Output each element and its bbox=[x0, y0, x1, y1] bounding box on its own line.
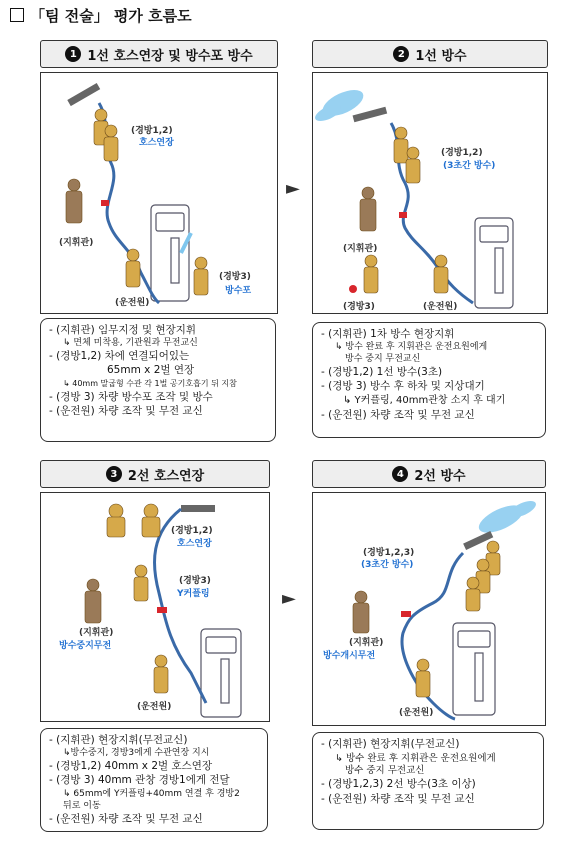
note-line: - (지휘관) 1차 방수 현장지휘 bbox=[321, 328, 455, 340]
label-spray-3sec: (3초간 방수) bbox=[361, 560, 414, 570]
label-squad123: (경방1,2,3) bbox=[363, 548, 415, 558]
note-line: - (경방 3) 방수 후 하차 및 지상대기 bbox=[321, 380, 485, 393]
y-coupling-icon bbox=[349, 285, 357, 293]
checkbox-square-icon bbox=[10, 8, 24, 22]
label-stop-spray-radio: 방수중지무전 bbox=[59, 641, 112, 651]
note-line: - (경방1,2,3) 2선 방수(3초 이상) bbox=[321, 777, 476, 790]
nozzle-icon bbox=[67, 83, 100, 106]
note-sub-line: ↳ 40mm 말굽형 수관 각 1벌 공기호흡기 뒤 지참 bbox=[63, 378, 237, 388]
y-coupling-icon bbox=[157, 607, 167, 613]
panel-3-illustration bbox=[41, 493, 269, 721]
note-line: - (경방 3) 40mm 관창 경방1에게 전달 bbox=[49, 774, 230, 787]
fire-truck-icon bbox=[201, 629, 241, 717]
step-number-badge: 4 bbox=[392, 466, 408, 482]
label-squad12: (경방1,2) bbox=[441, 148, 483, 158]
note-line: - (경방1,2) 1선 방수(3초) bbox=[321, 366, 443, 379]
fire-truck-icon bbox=[475, 218, 513, 308]
panel-4-notes bbox=[312, 732, 544, 830]
label-driver: (운전원) bbox=[399, 708, 434, 718]
coupling-icon bbox=[399, 212, 407, 218]
label-start-spray-radio: 방수개시무전 bbox=[323, 651, 376, 661]
note-line: - (지휘관) 현장지휘(무전교신) bbox=[49, 734, 188, 746]
y-coupling-icon bbox=[401, 611, 411, 617]
nozzle-icon bbox=[353, 107, 388, 123]
firefighter-icon bbox=[85, 504, 168, 693]
panel-2-title: 1선 방수 bbox=[415, 48, 467, 64]
coupling-icon bbox=[101, 200, 109, 206]
note-line-cont: 방수 중지 무전교신 bbox=[345, 764, 425, 776]
label-y-coupling: Y커플링 bbox=[177, 589, 210, 599]
hose-line bbox=[402, 553, 463, 719]
panel-4-scene bbox=[312, 492, 546, 726]
panel-2-notes bbox=[312, 322, 546, 438]
label-monitor: 방수포 bbox=[225, 286, 252, 296]
note-line: - (경방1,2) 차에 연결되어있는 bbox=[49, 350, 190, 363]
panel-3-header bbox=[40, 460, 270, 488]
fire-truck-icon bbox=[453, 623, 495, 715]
panel-4-title: 2선 방수 bbox=[414, 468, 466, 484]
note-line: - (지휘관) 현장지휘(무전교신) bbox=[321, 738, 460, 750]
note-sub-line: ↳ 방수 완료 후 지휘관은 운전요원에게 bbox=[335, 342, 488, 353]
label-commander: (지휘관) bbox=[59, 238, 94, 248]
panel-4-illustration bbox=[313, 493, 545, 725]
note-line: - (경방 3) 차량 방수포 조작 및 방수 bbox=[49, 390, 213, 403]
nozzle-icon bbox=[181, 505, 215, 512]
note-sub-line: ↳ 방수 완료 후 지휘관은 운전요원에게 bbox=[335, 752, 496, 764]
step-number-badge: 3 bbox=[106, 466, 122, 482]
note-line-cont: 뒤로 이동 bbox=[63, 800, 101, 811]
panel-1-title: 1선 호스연장 및 방수포 방수 bbox=[87, 48, 253, 64]
panel-2-illustration bbox=[313, 73, 547, 313]
label-commander: (지휘관) bbox=[343, 244, 378, 254]
page-title: 「팀 전술」 평가 흐름도 bbox=[30, 6, 192, 25]
note-line-cont: 65mm x 2벌 연장 bbox=[107, 364, 195, 377]
note-sub-line: ↳ 65mm에 Y커플링+40mm 연결 후 경방2 bbox=[63, 788, 240, 799]
label-spray-3sec: (3초간 방수) bbox=[443, 161, 496, 171]
label-squad3: (경방3) bbox=[179, 576, 211, 586]
note-line: - (운전원) 차량 조작 및 무전 교신 bbox=[49, 812, 203, 825]
note-line: - (경방1,2) 40mm x 2벌 호스연장 bbox=[49, 760, 213, 773]
step-number-badge: 2 bbox=[393, 46, 409, 62]
label-squad3: (경방3) bbox=[343, 302, 375, 312]
label-hose-extension: 호스연장 bbox=[177, 539, 212, 549]
fire-truck-icon bbox=[151, 205, 189, 301]
panel-2-header bbox=[312, 40, 548, 68]
panel-2-scene bbox=[312, 72, 548, 314]
panel-1-header bbox=[40, 40, 278, 68]
note-line: - (운전원) 차량 조작 및 무전 교신 bbox=[49, 404, 203, 417]
panel-4-header bbox=[312, 460, 546, 488]
note-sub-line: ↳ 면체 미착용, 기관원과 무전교신 bbox=[63, 338, 198, 349]
label-squad12: (경방1,2) bbox=[171, 526, 213, 536]
flow-arrow-icon: ► bbox=[282, 588, 296, 609]
note-sub-line: ↳ Y커플링, 40mm관창 소지 후 대기 bbox=[343, 394, 506, 406]
panel-1-notes bbox=[40, 318, 276, 442]
water-spray-icon bbox=[475, 498, 538, 539]
label-commander: (지휘관) bbox=[79, 628, 114, 638]
label-driver: (운전원) bbox=[115, 298, 150, 308]
panel-1-scene bbox=[40, 72, 278, 314]
label-hose-extension: 호스연장 bbox=[139, 138, 174, 148]
label-driver: (운전원) bbox=[423, 302, 458, 312]
note-line: - (지휘관) 임무지정 및 현장지휘 bbox=[49, 324, 197, 336]
firefighter-icon bbox=[66, 109, 208, 295]
label-squad12: (경방1,2) bbox=[131, 126, 173, 136]
label-driver: (운전원) bbox=[137, 702, 172, 712]
note-line: - (운전원) 차량 조작 및 무전 교신 bbox=[321, 408, 475, 421]
note-sub-line: ↳방수중지, 경방3에게 수관연장 지시 bbox=[63, 748, 210, 759]
panel-3-notes bbox=[40, 728, 268, 832]
note-line-cont: 방수 중지 무전교신 bbox=[345, 354, 421, 365]
flow-arrow-icon: ► bbox=[286, 178, 300, 199]
panel-3-scene bbox=[40, 492, 270, 722]
step-number-badge: 1 bbox=[65, 46, 81, 62]
label-squad3: (경방3) bbox=[219, 272, 251, 282]
label-commander: (지휘관) bbox=[349, 638, 384, 648]
page-title-row bbox=[10, 4, 192, 26]
note-line: - (운전원) 차량 조작 및 무전 교신 bbox=[321, 793, 475, 805]
panel-3-title: 2선 호스연장 bbox=[127, 468, 205, 484]
